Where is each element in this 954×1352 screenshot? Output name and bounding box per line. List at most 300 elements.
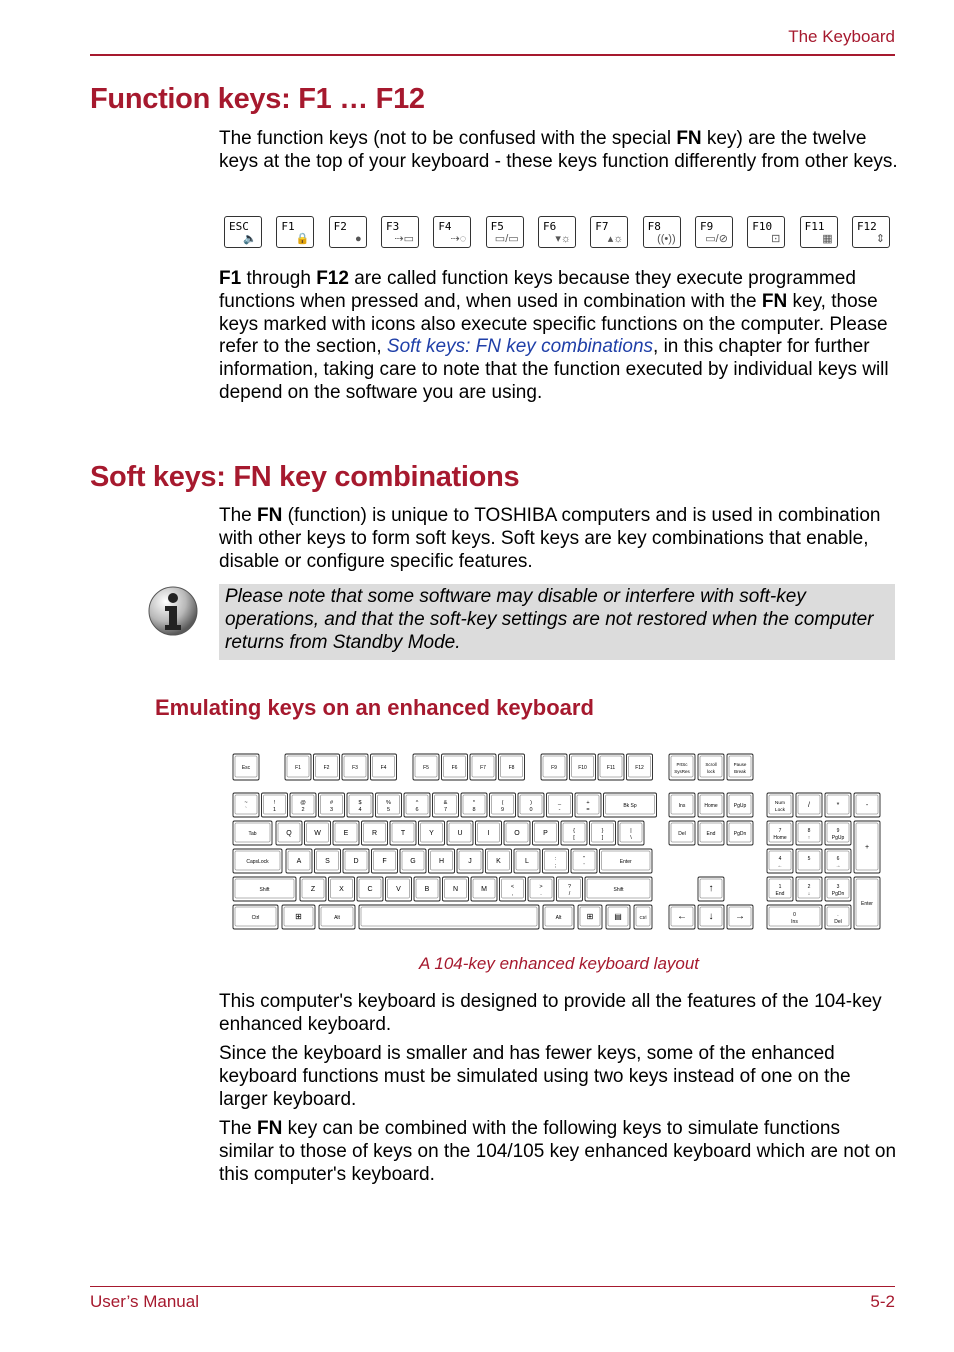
function-keys-intro: The function keys (not to be confused with the special FN key) are the twelve keys at the top of your keyboard - these keys function differently from other keys.: [219, 128, 898, 172]
key-legend: 5: [386, 807, 391, 813]
key-numpad-dot: [825, 905, 851, 929]
key-legend: {: [573, 828, 575, 834]
key-legend: Tab: [248, 831, 257, 837]
key-legend: ~: [244, 800, 248, 806]
key-row2-3: [362, 821, 388, 845]
key-legend: ⊞: [295, 912, 302, 921]
key-legend: S: [325, 858, 330, 865]
key-legend: Q: [286, 830, 292, 837]
key-legend: Num: [774, 801, 786, 806]
key-row4-3: [386, 877, 412, 901]
key-row1-3: [319, 793, 345, 817]
key-legend: ←: [677, 911, 687, 922]
key-legend: E: [343, 830, 349, 837]
key-legend: ⊞: [586, 912, 594, 921]
key-legend: ): [530, 800, 532, 806]
key-legend: F5: [423, 765, 429, 771]
key-legend: |: [630, 828, 632, 834]
key-shift-left: [233, 877, 296, 901]
function-keys-heading: Function keys: F1 … F12: [90, 83, 425, 115]
key-legend: R: [371, 830, 378, 837]
key-f7: [470, 754, 496, 780]
info-icon: [147, 585, 199, 637]
fkey-label: F5: [490, 220, 504, 233]
key-row1-4: [347, 793, 373, 817]
key-row1-1: [262, 793, 288, 817]
key-legend: F11: [606, 765, 616, 771]
key-legend: 2: [301, 807, 305, 813]
key-legend: H: [438, 858, 445, 865]
key-legend: PgDn: [831, 891, 845, 897]
soft-keys-heading: Soft keys: FN key combinations: [90, 461, 520, 493]
key-legend: U: [457, 830, 463, 837]
key-nav-del: [669, 821, 695, 845]
key-legend: }: [601, 828, 604, 834]
key-legend: PgUp: [733, 803, 747, 809]
lock-icon: 🔒: [295, 233, 310, 245]
key-esc: [233, 754, 259, 780]
key-row4-2: [357, 877, 383, 901]
key-arrow-up: [698, 877, 724, 901]
key-row3-1: [315, 849, 341, 873]
key-legend: .: [540, 891, 542, 897]
key-legend: ]: [601, 835, 604, 841]
sleep-icon: ⇢▭: [394, 233, 414, 245]
key-legend: :: [554, 856, 557, 862]
numeric-mode-icon: ▦: [822, 233, 833, 245]
key-legend: 9: [500, 807, 505, 813]
key-legend: Del: [678, 831, 686, 837]
key-legend: %: [386, 800, 391, 806]
key-row1-5: [376, 793, 402, 817]
key-nav-ins: [669, 793, 695, 817]
key-legend: *: [472, 800, 476, 806]
key-legend: 8: [472, 807, 476, 813]
key-row2-9: [533, 821, 559, 845]
key-arrow-right: [727, 905, 753, 929]
key-row3-5: [429, 849, 455, 873]
key-row2-1: [305, 821, 331, 845]
key-f4: [371, 754, 397, 780]
key-numpad-0: [767, 905, 822, 929]
key-row4-6: [471, 877, 497, 901]
emulation-paragraph-1: This computer's keyboard is designed to provide all the features of the 104-key enhanced keyboard.: [219, 991, 882, 1035]
key-sys-1: [698, 754, 724, 780]
fkey-label: F7: [595, 220, 609, 233]
key-legend: *: [836, 802, 840, 809]
fkey-label: F8: [647, 220, 661, 233]
key-numpad-2-2: [825, 877, 851, 901]
fkey-f7: [590, 216, 628, 248]
key-legend: F6: [451, 765, 458, 771]
key-row3-3: [372, 849, 398, 873]
touchpad-icon: ▭/⊘: [705, 233, 728, 245]
key-legend: +: [586, 800, 590, 806]
key-row1-9: [490, 793, 516, 817]
key-sys-0: [669, 754, 695, 780]
key-legend: ▤: [614, 912, 622, 921]
fkey-esc: [224, 216, 262, 248]
footer-manual-title: User’s Manual: [90, 1292, 199, 1311]
key-legend: .: [837, 912, 839, 918]
key-legend: $: [358, 800, 362, 806]
key-legend: F8: [508, 765, 515, 771]
key-legend: /: [568, 891, 571, 897]
fkey-f5: [486, 216, 524, 248]
key-legend: V: [396, 886, 401, 893]
key-legend: Alt: [334, 915, 340, 921]
key-row2-2: [333, 821, 359, 845]
key-legend: C: [367, 886, 373, 893]
key-row1-8: [461, 793, 487, 817]
key-row2-4: [390, 821, 416, 845]
key-legend: 0: [793, 912, 796, 918]
key-legend: PgUp: [831, 835, 845, 841]
key-backspace: [604, 793, 657, 817]
key-row2-12: [618, 821, 644, 845]
key-legend: F1: [295, 765, 301, 771]
key-numpad-0-1: [796, 821, 822, 845]
key-legend: =: [586, 807, 590, 813]
key-legend: F9: [551, 765, 557, 771]
emulation-paragraph-3: The FN key can be combined with the following keys to simulate functions similar to those of keys on the 104/105 key enhanced keyboard which are not on this computer's keyboard.: [219, 1118, 897, 1185]
key-legend: 3: [836, 884, 840, 890]
key-legend: 8: [807, 828, 811, 834]
function-key-strip: [224, 216, 890, 252]
key-legend: A: [296, 858, 302, 865]
key-row1-11: [547, 793, 573, 817]
power-icon: ●: [355, 233, 362, 245]
key-legend: Scroll: [705, 762, 717, 767]
fkey-label: F9: [699, 220, 714, 233]
key-arrow-left: [669, 905, 695, 929]
key-row3-6: [457, 849, 483, 873]
key-row2-10: [561, 821, 587, 845]
key-legend: D: [353, 858, 359, 865]
emulating-keys-heading: Emulating keys on an enhanced keyboard: [155, 695, 594, 720]
key-row3-10: [571, 849, 597, 873]
key-legend: <: [510, 884, 515, 890]
key-legend: Break: [734, 769, 746, 774]
key-legend: 2: [807, 884, 811, 890]
standby-note: Please note that some software may disable or interfere with soft-key operations, and that the soft-key settings are not restored when the computer returns from Standby Mode.: [219, 584, 895, 660]
key-legend: 4: [778, 856, 782, 862]
key-legend: T: [400, 830, 406, 837]
key-nav-end: [698, 821, 724, 845]
key-row1-2: [290, 793, 316, 817]
key-legend: ↓: [807, 891, 811, 897]
key-f11: [598, 754, 624, 780]
key-numlock: [767, 793, 793, 817]
key-legend: ": [583, 856, 585, 862]
key-legend: F3: [352, 765, 358, 771]
key-legend: J: [468, 858, 472, 865]
fkey-f2: [329, 216, 367, 248]
key-legend: (: [501, 800, 504, 806]
key-legend: SysRes: [674, 769, 690, 774]
brightness-up-icon: ▴☼: [607, 233, 624, 245]
key-row4-9: [557, 877, 583, 901]
key-row3-9: [543, 849, 569, 873]
fkey-label: F3: [385, 220, 400, 233]
key-f1: [285, 754, 311, 780]
key-legend: G: [410, 858, 416, 865]
key-legend: Pause: [733, 762, 747, 767]
hibernate-icon: ⇢◌: [450, 233, 467, 245]
key-legend: Ins: [678, 803, 686, 809]
key-row2-8: [504, 821, 530, 845]
header-rule: [90, 54, 895, 56]
key-row1-0: [233, 793, 259, 817]
key-legend: Z: [310, 886, 316, 893]
key-row4-7: [500, 877, 526, 901]
key-legend: >: [539, 884, 543, 890]
key-legend: Del: [834, 919, 842, 925]
key-legend: Bk Sp: [623, 803, 637, 809]
keyboard-104-diagram: [230, 752, 884, 934]
key-win-right: [578, 905, 602, 929]
key-row1-10: [518, 793, 544, 817]
key-legend: →: [735, 911, 745, 922]
fkey-f1: [276, 216, 314, 248]
key-row3-2: [343, 849, 369, 873]
key-row4-5: [443, 877, 469, 901]
key-legend: End: [706, 831, 716, 837]
key-legend: -: [865, 802, 869, 809]
key-legend: L: [525, 858, 529, 865]
key-legend: ←: [777, 863, 783, 869]
key-row3-4: [400, 849, 426, 873]
key-legend: 0: [529, 807, 533, 813]
function-keys-description: F1 through F12 are called function keys because they execute programmed functions when pressed and, when used in combination with the FN key, those keys marked with icons also execute specific functions on the computer. Please refer to the section, Soft keys: FN key combinations, in this chapter for further information, taking care to note that the function executed by individual keys will depend on the software you are using.: [219, 268, 889, 403]
keyboard-figure-caption: A 104-key enhanced keyboard layout: [418, 954, 700, 973]
key-num-1: [796, 793, 822, 817]
key-legend: 7: [778, 828, 782, 834]
key-legend: →: [835, 863, 841, 869]
key-legend: ↑: [807, 835, 811, 841]
key-legend: W: [314, 830, 321, 837]
key-legend: F2: [323, 765, 330, 771]
key-row3-8: [514, 849, 540, 873]
fkey-f6: [538, 216, 576, 248]
page-number: 5-2: [870, 1292, 895, 1311]
key-f2: [314, 754, 340, 780]
key-row2-6: [447, 821, 473, 845]
key-legend: Lock: [774, 808, 786, 813]
fkey-label: F2: [333, 220, 347, 233]
key-legend: B: [424, 886, 430, 893]
key-legend: Shift: [613, 887, 624, 893]
emulation-paragraph-2: Since the keyboard is smaller and has fewer keys, some of the enhanced keyboard functions must be simulated using two keys instead of one on the larger keyboard.: [219, 1043, 851, 1110]
key-legend: ,: [511, 891, 514, 897]
key-win-left: [282, 905, 315, 929]
key-f10: [570, 754, 596, 780]
key-legend: Ctrl: [251, 915, 260, 921]
key-legend: @: [300, 800, 306, 806]
key-legend: M: [481, 886, 487, 893]
key-numpad-1-1: [796, 849, 822, 873]
key-menu: [606, 905, 630, 929]
key-legend: Alt: [555, 915, 562, 921]
key-legend: F: [382, 858, 387, 865]
key-f5: [413, 754, 439, 780]
key-legend: 3: [329, 807, 334, 813]
key-f6: [442, 754, 468, 780]
key-tab: [233, 821, 272, 845]
fkey-f8: [643, 216, 681, 248]
key-legend: Ins: [791, 919, 798, 925]
key-legend: `: [245, 807, 247, 813]
key-numpad-2-1: [796, 877, 822, 901]
key-row1-12: [575, 793, 601, 817]
key-legend: Home: [773, 835, 787, 841]
scroll-lock-icon: ⇕: [875, 233, 885, 245]
key-legend: 1: [272, 807, 277, 813]
key-row2-0: [276, 821, 302, 845]
key-legend: Enter: [861, 901, 873, 907]
key-f9: [541, 754, 567, 780]
key-legend: Shift: [259, 887, 270, 893]
key-legend: /: [808, 802, 810, 809]
key-shift-right: [585, 877, 652, 901]
wireless-icon: ((•)): [657, 233, 676, 245]
key-legend: ^: [415, 800, 419, 806]
key-legend: Home: [704, 803, 718, 809]
key-legend: F10: [578, 765, 587, 771]
key-legend: &: [443, 800, 448, 806]
key-numpad-0-0: [767, 821, 793, 845]
fkey-label: ESC: [229, 220, 249, 233]
key-numpad-1-2: [825, 849, 851, 873]
key-space: [359, 905, 539, 929]
key-capslock: [233, 849, 282, 873]
key-num-3: [854, 793, 880, 817]
key-row1-6: [404, 793, 430, 817]
key-numpad-0-2: [825, 821, 851, 845]
key-f3: [342, 754, 368, 780]
key-legend: X: [339, 886, 344, 893]
key-row4-4: [414, 877, 440, 901]
key-legend: 5: [807, 856, 811, 862]
key-alt-right: [543, 905, 574, 929]
key-legend: ;: [554, 863, 557, 869]
arrow-mode-icon: ⊡: [771, 233, 781, 245]
key-num-2: [825, 793, 851, 817]
key-row4-8: [528, 877, 554, 901]
key-f8: [499, 754, 525, 780]
key-numpad-2-0: [767, 877, 793, 901]
key-legend: P: [543, 830, 548, 837]
fkey-f10: [747, 216, 785, 248]
key-legend: N: [452, 886, 459, 893]
key-legend: I: [487, 830, 490, 837]
key-row2-11: [590, 821, 616, 845]
fkey-f12: [852, 216, 890, 248]
key-row4-1: [329, 877, 355, 901]
key-row1-7: [433, 793, 459, 817]
key-row2-7: [476, 821, 502, 845]
key-legend: 6: [415, 807, 419, 813]
key-arrow-down: [698, 905, 724, 929]
fkey-f4: [433, 216, 471, 248]
key-legend: lock: [706, 769, 716, 774]
key-legend: +: [864, 844, 870, 851]
running-header: The Keyboard: [788, 27, 895, 46]
key-legend: PrtSc: [676, 762, 688, 767]
key-f12: [627, 754, 653, 780]
key-legend: Ctrl: [639, 915, 647, 920]
key-legend: F7: [480, 765, 486, 771]
key-nav-home: [698, 793, 724, 817]
key-legend: #: [329, 800, 334, 806]
key-legend: 1: [778, 884, 782, 890]
key-ctrl-left: [233, 905, 278, 929]
key-legend: End: [775, 891, 785, 897]
display-switch-icon: ▭/▭: [494, 233, 519, 245]
key-legend: 9: [836, 828, 840, 834]
key-legend: Y: [429, 830, 434, 837]
fkey-label: F6: [542, 220, 557, 233]
key-legend: \: [630, 835, 632, 841]
footer-rule: [90, 1286, 895, 1287]
key-legend: Esc: [241, 765, 251, 771]
key-legend: 4: [358, 807, 362, 813]
key-legend: _: [557, 800, 562, 806]
key-row4-0: [300, 877, 326, 901]
key-numpad-enter: [854, 877, 880, 929]
fkey-label: F12: [856, 220, 877, 233]
key-legend: 6: [836, 856, 840, 862]
fkey-f9: [695, 216, 733, 248]
key-ctrl-right: [634, 905, 652, 929]
key-legend: -: [558, 807, 561, 813]
key-legend: F12: [635, 765, 644, 771]
key-legend: ↓: [708, 911, 714, 922]
fkey-label: F10: [752, 220, 773, 233]
key-sys-2: [727, 754, 753, 780]
key-legend: 7: [443, 807, 448, 813]
key-row3-0: [286, 849, 312, 873]
fkey-label: F11: [804, 220, 825, 233]
key-alt-left: [319, 905, 355, 929]
fkey-f3: [381, 216, 419, 248]
key-legend: F4: [380, 765, 387, 771]
key-legend: ↑: [708, 883, 714, 894]
fkey-f11: [800, 216, 838, 248]
soft-keys-link[interactable]: Soft keys: FN key combinations: [386, 336, 654, 358]
key-numpad-1-0: [767, 849, 793, 873]
key-legend: [: [573, 835, 575, 841]
key-legend: CapsLock: [246, 859, 269, 865]
brightness-down-icon: ▾☼: [555, 233, 571, 245]
key-legend: Enter: [619, 859, 632, 865]
key-legend: ': [583, 863, 585, 869]
key-legend: K: [496, 858, 501, 865]
key-row2-5: [419, 821, 445, 845]
fkey-label: F4: [438, 220, 452, 233]
soft-keys-intro: The FN (function) is unique to TOSHIBA computers and is used in combination with other keys to form soft keys. Soft keys are key combinations that enable, disable or configure specific features.: [219, 505, 881, 572]
key-legend: PgDn: [733, 831, 747, 837]
key-nav-pgdn: [727, 821, 753, 845]
fkey-label: F1: [281, 220, 295, 233]
speaker-icon: 🔈: [243, 233, 257, 245]
key-legend: O: [514, 830, 520, 837]
key-legend: ?: [567, 884, 572, 890]
key-nav-pgup: [727, 793, 753, 817]
key-enter: [600, 849, 653, 873]
key-numpad-plus: [854, 821, 880, 873]
key-row3-7: [486, 849, 512, 873]
